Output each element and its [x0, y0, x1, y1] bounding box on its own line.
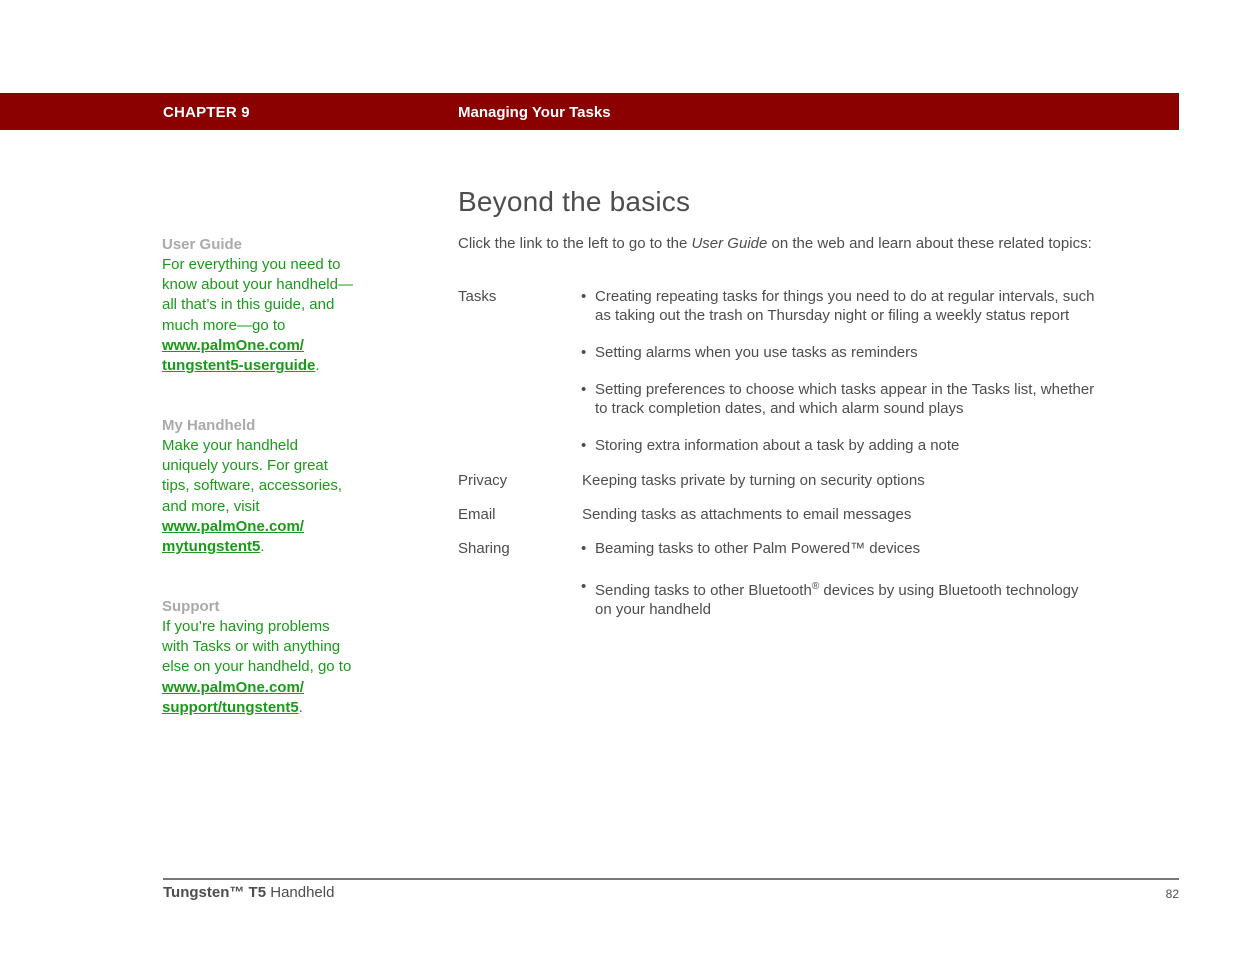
bullet-item: • Storing extra information about a task by adding a note — [581, 437, 960, 454]
sidebar-period: . — [315, 357, 320, 375]
topic-label-email: Email — [458, 506, 496, 523]
sidebar-line: Make your handheld — [162, 437, 298, 454]
bullet-item: • Creating repeating tasks for things you need to do at regular intervals, such as taking out the trash on Thursday night or filing a weekly status report — [581, 288, 1095, 324]
footer-divider — [163, 878, 1179, 880]
support-link-cont[interactable]: support/tungstent5 — [162, 698, 299, 716]
sidebar-line: all that’s in this guide, and — [162, 296, 335, 314]
bullet-glyph: • — [581, 381, 587, 398]
sidebar-line: else on your handheld, go to — [162, 658, 352, 676]
footer-product-name: Tungsten™ T5 Handheld — [163, 884, 335, 901]
email-description: Sending tasks as attachments to email messages — [582, 506, 912, 523]
sidebar-text — [162, 617, 382, 718]
chapter-number: CHAPTER 9 — [163, 104, 250, 121]
sidebar-line: If you’re having problems — [162, 618, 330, 635]
sidebar-period: . — [260, 538, 265, 556]
sidebar-text — [162, 436, 382, 557]
bullet-item: • Setting preferences to choose which tasks appear in the Tasks list, whether to track completion dates, and which alarm sound plays — [581, 381, 1095, 417]
sidebar-heading: User Guide — [162, 236, 243, 253]
topic-label-tasks: Tasks — [458, 288, 497, 305]
topic-label-sharing: Sharing — [458, 540, 510, 557]
bullet-glyph: • — [581, 288, 587, 305]
sidebar-heading: My Handheld — [162, 417, 256, 434]
intro-paragraph: Click the link to the left to go to the User Guide on the web and learn about these related topics: — [458, 235, 1092, 252]
sidebar-line: know about your handheld— — [162, 276, 353, 294]
bullet-glyph: • — [581, 344, 587, 361]
chapter-title: Managing Your Tasks — [458, 104, 611, 121]
sidebar-text — [162, 255, 382, 376]
sidebar-line: uniquely yours. For great — [162, 457, 328, 475]
sidebar-user-guide — [162, 235, 382, 376]
bullet-item: • Sending tasks to other Bluetooth® devices by using Bluetooth technology on your handheld — [581, 578, 1079, 618]
sidebar-line: tips, software, accessories, — [162, 477, 343, 495]
bullet-glyph: • — [581, 578, 587, 595]
sidebar-support — [162, 597, 382, 718]
user-guide-emphasis: User Guide — [691, 235, 768, 252]
sidebar-line: with Tasks or with anything — [162, 638, 341, 656]
bullet-item: • Beaming tasks to other Palm Powered™ devices — [581, 540, 921, 557]
user-guide-link-cont[interactable]: tungstent5-userguide — [162, 357, 316, 375]
bullet-glyph: • — [581, 540, 587, 557]
section-title: Beyond the basics — [458, 186, 691, 217]
privacy-description: Keeping tasks private by turning on security options — [582, 472, 925, 489]
sidebar-line: For everything you need to — [162, 256, 341, 273]
page-number: 82 — [1165, 887, 1179, 901]
support-link[interactable]: www.palmOne.com/ — [162, 678, 304, 696]
sidebar-heading: Support — [162, 598, 220, 615]
my-handheld-link-cont[interactable]: mytungstent5 — [162, 538, 261, 556]
topic-label-privacy: Privacy — [458, 472, 508, 489]
my-handheld-link[interactable]: www.palmOne.com/ — [162, 517, 304, 535]
sidebar-line: and more, visit — [162, 497, 260, 515]
user-guide-link[interactable]: www.palmOne.com/ — [162, 336, 304, 354]
sidebar-my-handheld — [162, 416, 382, 557]
bullet-glyph: • — [581, 437, 587, 454]
sidebar-period: . — [298, 698, 303, 716]
bullet-item: • Setting alarms when you use tasks as reminders — [581, 344, 918, 361]
sidebar-line: much more—go to — [162, 316, 286, 334]
